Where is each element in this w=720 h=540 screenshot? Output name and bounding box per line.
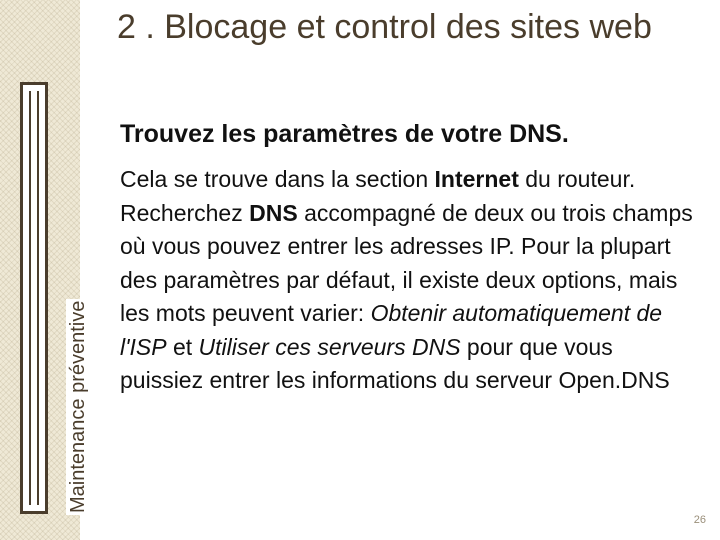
side-frame: [20, 82, 48, 514]
body-run-bold: DNS: [249, 199, 298, 226]
body-run: et: [166, 333, 199, 360]
section-heading: Trouvez les paramètres de votre DNS.: [120, 120, 569, 148]
slide-title: 2 . Blocage et control des sites web: [117, 8, 652, 46]
body-run: du routeur. Recherchez: [120, 166, 636, 226]
body-run-bold: Internet: [434, 166, 519, 192]
page-number: 26: [693, 514, 706, 526]
body-run: accompagné de deux ou trois champs où vous pouvez entrer les adresses IP. Pour la plupart des paramètres par défaut, il existe deux options, mais les mots peuvent varier:: [120, 199, 693, 326]
body-run: Cela se trouve dans la section: [120, 166, 435, 192]
body-run-italic: Utiliser ces serveurs DNS: [198, 333, 461, 360]
body-run-italic: Obtenir automatiquement de l'ISP: [120, 300, 663, 360]
body-paragraph: [120, 163, 700, 398]
body-run: pour que vous puissiez entrer les informations du serveur Open.DNS: [120, 333, 670, 393]
side-label: Maintenance préventive: [67, 300, 89, 513]
